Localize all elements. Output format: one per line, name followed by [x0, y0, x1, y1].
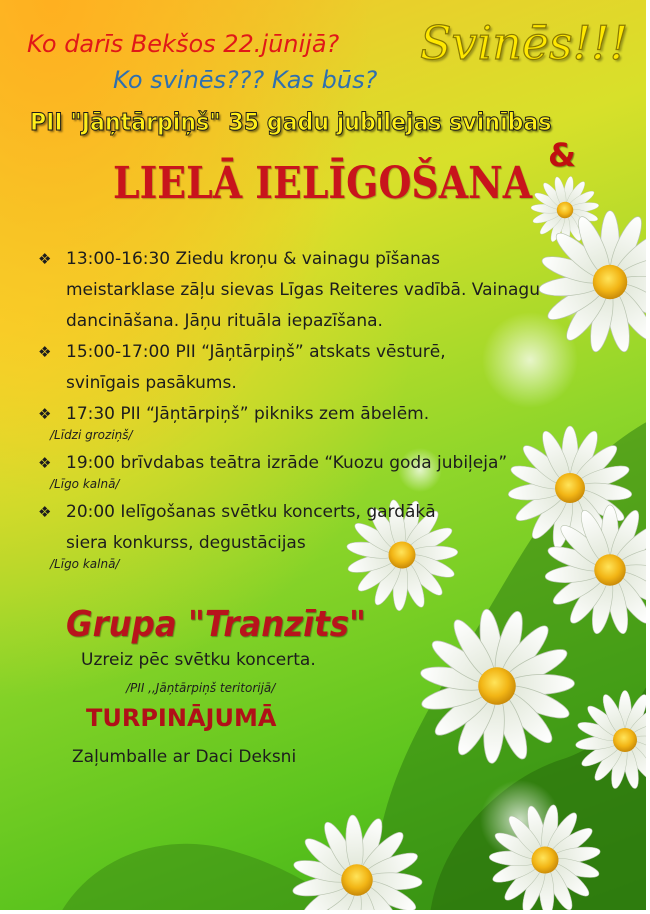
question-date: Ko darīs Bekšos 22.jūnijā? [27, 30, 340, 58]
schedule-line: meistarklase zāļu sievas Līgas Reiteres vadībā. Vainagu [66, 280, 540, 300]
schedule-line: 13:00-16:30 Ziedu kroņu & vainagu pīšanas [66, 249, 440, 269]
after-concert-text: Uzreiz pēc svētku koncerta. [81, 650, 316, 670]
diamond-bullet-icon: ❖ [38, 454, 52, 472]
schedule-line: 15:00-17:00 PII “Jāņtārpiņš” atskats vēsturē, [66, 342, 446, 362]
schedule-note: /Līgo kalnā/ [50, 557, 120, 571]
exclaim-title: Svinēs!!! [420, 16, 629, 70]
list-item [38, 448, 570, 479]
schedule-line: 20:00 Ielīgošanas svētku koncerts, gardākā [66, 502, 436, 522]
schedule-list [38, 244, 570, 577]
question-what: Ko svinēs??? Kas būs? [113, 66, 378, 94]
dance-text: Zaļumballe ar Daci Deksni [72, 747, 297, 767]
list-item [38, 399, 570, 430]
jubilee-subtitle: PII "Jāņtārpiņš" 35 gadu jubilejas svinības [30, 108, 552, 136]
continuation-heading: TURPINĀJUMĀ [86, 704, 277, 732]
schedule-note: /Līgo kalnā/ [50, 477, 120, 491]
main-title: LIELĀ IELĪGOŠANA [113, 158, 533, 209]
schedule-line: 19:00 brīvdabas teātra izrāde “Kuozu goda jubiļeja” [66, 453, 508, 473]
diamond-bullet-icon: ❖ [38, 250, 52, 268]
list-item [38, 497, 570, 559]
schedule-line: 17:30 PII “Jāņtārpiņš” pikniks zem ābelēm. [66, 404, 430, 424]
diamond-bullet-icon: ❖ [38, 343, 52, 361]
schedule-note: /Līdzi groziņš/ [50, 428, 133, 442]
list-item [38, 244, 570, 337]
band-title: Grupa "Tranzīts" [66, 604, 366, 645]
schedule-line: siera konkurss, degustācijas [66, 533, 306, 553]
list-item [38, 337, 570, 399]
ampersand: & [548, 136, 576, 174]
schedule-line: svinīgais pasākums. [66, 373, 237, 393]
diamond-bullet-icon: ❖ [38, 503, 52, 521]
schedule-line: dancināšana. Jāņu rituāla iepazīšana. [66, 311, 383, 331]
diamond-bullet-icon: ❖ [38, 405, 52, 423]
location-note: /PII ,,Jāņtārpiņš teritorijā/ [126, 681, 276, 695]
